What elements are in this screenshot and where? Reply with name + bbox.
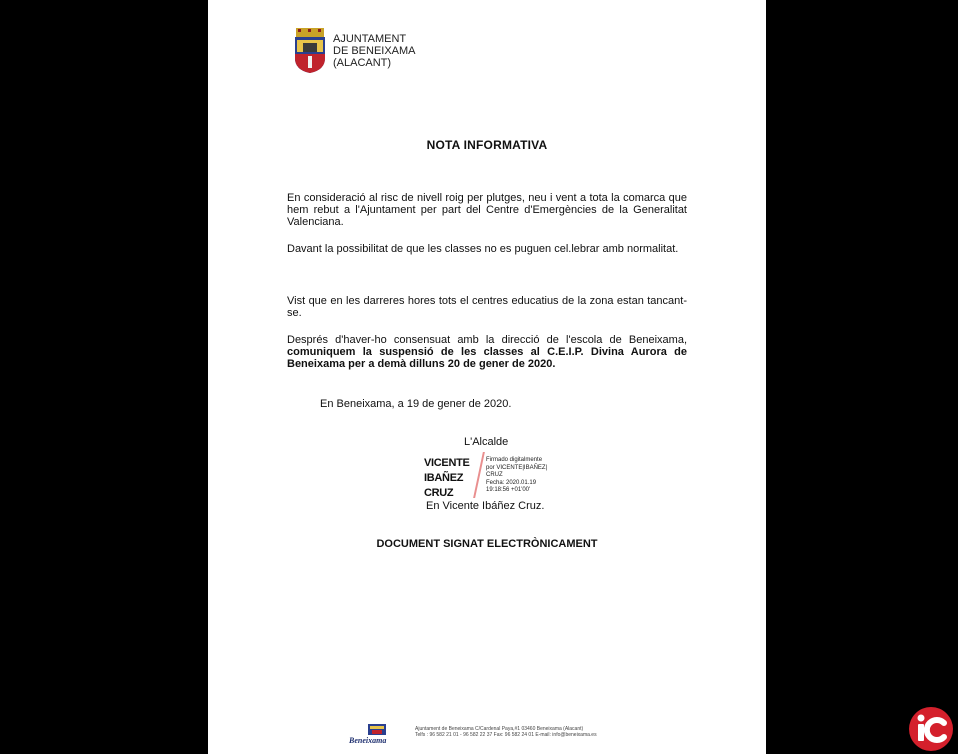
signature-info-line-4: Fecha: 2020.01.19: [486, 479, 537, 486]
svg-text:Beneixama: Beneixama: [349, 736, 387, 745]
signature-name-line-3: CRUZ: [424, 487, 454, 499]
footer-line-2: Telfs : 96 582 21 01 - 96 582 22 37 Fax: 96 582 24 01 E-mail: info@beneixama.es: [415, 732, 597, 738]
paragraph-4-intro: Després d'haver-ho consensuat amb la direcció de l'escola de Beneixama,: [287, 334, 687, 346]
signer-role: L'Alcalde: [464, 436, 509, 448]
paragraph-4: [287, 334, 687, 370]
signature-divider: [473, 452, 485, 498]
paragraph-4-bold: comuniquem la suspensió de les classes al C.E.I.P. Divina Aurora de Beneixama per a demà dilluns 20 de gener de 2020.: [287, 346, 687, 370]
signature-info-line-5: 19:18:56 +01'00': [486, 487, 531, 493]
document-title: NOTA INFORMATIVA: [426, 138, 548, 152]
signature-info-line-3: CRUZ: [486, 472, 503, 478]
document-page: [208, 0, 766, 754]
footer-contact: [415, 726, 597, 738]
org-line-2: DE BENEIXAMA: [333, 45, 416, 57]
paragraph-3: Vist que en les darreres hores tots el centres educatius de la zona estan tancant-se.: [287, 295, 687, 319]
brand-logo-icon[interactable]: [908, 706, 954, 752]
signature-name-line-2: IBAÑEZ: [424, 472, 464, 484]
org-line-1: AJUNTAMENT: [333, 33, 407, 45]
signature-name-block: [424, 456, 470, 501]
paragraph-2: Davant la possibilitat de que les classes no es puguen cel.lebrar amb normalitat.: [287, 243, 679, 255]
footer-logo: [348, 723, 406, 745]
signed-notice: DOCUMENT SIGNAT ELECTRÒNICAMENT: [376, 538, 598, 550]
signer-name: En Vicente Ibáñez Cruz.: [426, 500, 545, 512]
date-line: En Beneixama, a 19 de gener de 2020.: [320, 398, 512, 410]
signature-info-line-1: Firmado digitalmente: [486, 457, 543, 463]
organization-name: [333, 33, 416, 69]
org-line-3: (ALACANT): [333, 57, 392, 69]
signature-name-line-1: VICENTE: [424, 457, 470, 469]
signature-info: [486, 457, 547, 495]
footer-line-1: Ajuntament de Beneixama C/Cardenal Paya,#1 03460 Beneixama (Alacant): [415, 726, 584, 732]
signature-info-line-2: por VICENTE|IBAÑEZ|: [486, 464, 548, 471]
paragraph-1: En consideració al risc de nivell roig per plutges, neu i vent a tota la comarca que hem rebut a l'Ajuntament per part del Centre d'Emergències de la Generalitat Valenciana.: [287, 192, 687, 228]
coat-of-arms-icon: [294, 28, 326, 73]
